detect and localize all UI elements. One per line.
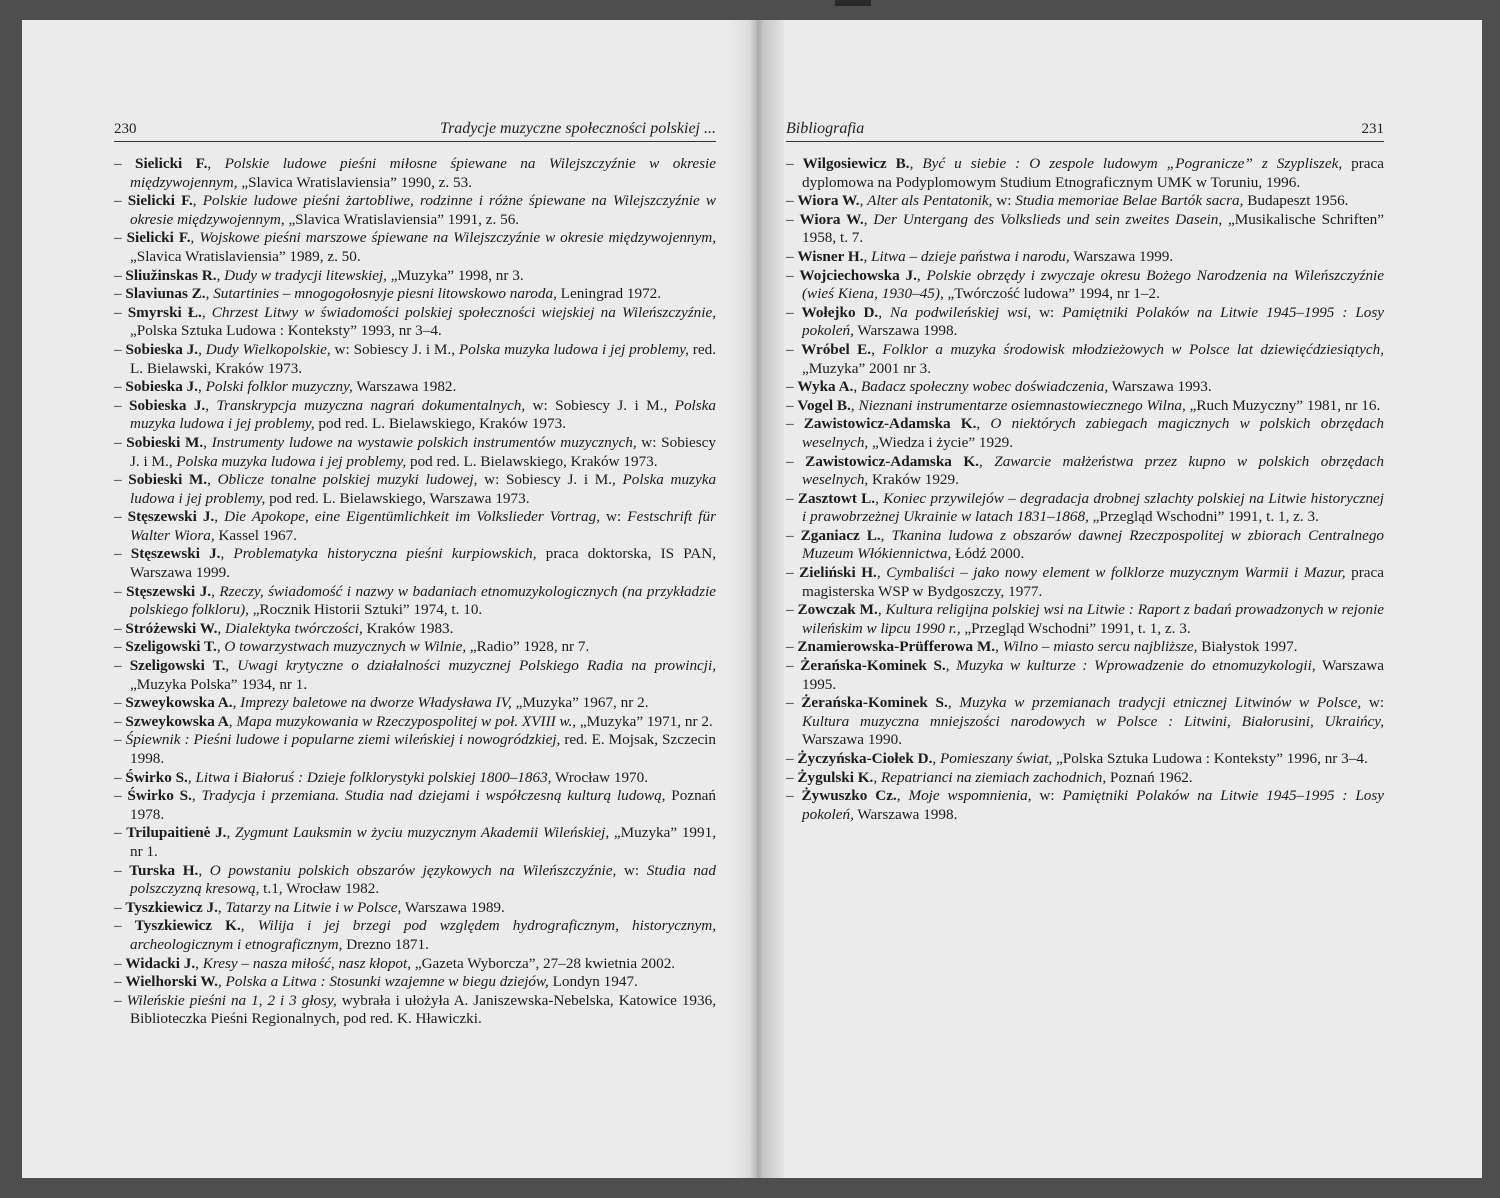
entry-details: „Slavica Wratislaviensia” 1991, z. 56. xyxy=(284,210,520,228)
entry-author: Szeligowski T. xyxy=(125,638,217,656)
entry-dash: – xyxy=(114,898,126,916)
left-page-header xyxy=(114,119,716,142)
entry-title: O niektórych zabiegach magicznych w polskich obrzędach weselnych, xyxy=(802,415,1384,451)
entry-author: Sobieska J. xyxy=(129,396,206,414)
entry-author: Widacki J. xyxy=(125,954,196,972)
entry-details: „Muzyka” 1971, nr 2. xyxy=(576,712,713,730)
bibliography-entry: – Zawistowicz-Adamska K., O niektórych zabiegach magicznych w polskich obrzędach weselnych, „Wiedza i życie” 1929. xyxy=(786,415,1384,451)
entry-title: Mapa muzykowania w Rzeczypospolitej w poł. XVIII w., xyxy=(236,712,577,730)
entry-author: Wielhorski W. xyxy=(125,973,218,991)
bibliography-entry: – Wyka A., Badacz społeczny wobec doświadczenia, Warszawa 1993. xyxy=(786,378,1212,396)
bibliography-entry: – Wilgosiewicz B., Być u siebie : O zespole ludowym „Pogranicze” z Szypliszek, praca dyplomowa na Podyplomowym Studium Etnograficznym UMK w Toruniu, 1996. xyxy=(786,155,1384,191)
bibliography-entry: – Slaviunas Z., Sutartinies – mnogogołosnyje piesni litowskowo naroda, Leningrad 1972. xyxy=(114,285,662,303)
entry-title: Polska muzyka ludowa i jej problemy, xyxy=(176,452,407,470)
entry-dash: – xyxy=(114,861,130,879)
entry-dash: – xyxy=(114,396,130,414)
entry-author: Żerańska-Kominek S. xyxy=(800,657,946,675)
entry-title: Imprezy baletowe na dworze Władysława IV, xyxy=(240,694,512,712)
entry-details: Warszawa 1998. xyxy=(853,805,958,823)
entry-title: Dudy w tradycji litewskiej, xyxy=(224,266,387,284)
entry-title: Dialektyka twórczości, xyxy=(224,619,363,637)
entry-title: Studia memoriae Belae Bartók sacra, xyxy=(1015,192,1244,210)
entry-details: „Musikalische Schriften” 1958, t. 7. xyxy=(802,210,1384,247)
entry-details: Kraków 1983. xyxy=(362,619,454,637)
entry-title: Polskie obrzędy i zwyczaje okresu Bożego Narodzenia na Wileńszczyźnie (wieś Kiena, 1930–45), xyxy=(802,266,1384,303)
bibliography-entry: – Wiora W., Der Untergang des Volkslieds und sein zweites Dasein, „Musikalische Schriften” 1958, t. 7. xyxy=(786,210,1384,247)
entry-details: „Slavica Wratislaviensia” 1990, z. 53. xyxy=(237,173,473,191)
bibliography-entry: – Wielhorski W., Polska a Litwa : Stosunki wzajemne w biegu dziejów, Londyn 1947. xyxy=(114,973,638,991)
entry-details: red. L. Bielawski, Kraków 1973. xyxy=(130,340,716,377)
entry-author: Zawistowicz-Adamska K. xyxy=(803,415,977,433)
entry-details: Budapeszt 1956. xyxy=(1243,192,1349,210)
entry-dash: – xyxy=(114,768,126,786)
entry-author: Sobieski M. xyxy=(128,471,208,489)
entry-author: Wyka A. xyxy=(797,378,854,396)
bibliography-entry: – Szweykowska A., Imprezy baletowe na dworze Władysława IV, „Muzyka” 1967, nr 2. xyxy=(114,694,649,712)
right-page-header xyxy=(786,119,1384,142)
entry-title: Sutartinies – mnogogołosnyje piesni litowskowo naroda, xyxy=(213,285,557,303)
entry-dash: – xyxy=(114,192,128,210)
entry-dash: – xyxy=(786,396,798,414)
entry-details: w: xyxy=(616,861,647,879)
entry-author: Wiora W. xyxy=(799,210,864,228)
entry-details: w: xyxy=(1031,303,1063,321)
entry-dash: – xyxy=(114,155,136,172)
entry-details: Warszawa 1990. xyxy=(802,731,902,749)
entry-author: Sielicki F. xyxy=(127,192,193,210)
entry-dash: – xyxy=(786,489,798,507)
entry-dash: – xyxy=(114,433,127,451)
entry-details: Wrocław 1970. xyxy=(551,768,649,786)
bibliography-entry: – Tyszkiewicz K., Wilija i jej brzegi pod względem hydrograficznym, historycznym, archeologicznym i etnograficznym, Drezno 1871. xyxy=(114,917,716,953)
bibliography-entry: – Żerańska-Kominek S., Muzyka w kulturze : Wprowadzenie do etnomuzykologii, Warszawa 1995. xyxy=(786,657,1385,693)
entry-dash: – xyxy=(786,210,800,228)
bibliography-entry: – Widacki J., Kresy – nasza miłość, nasz kłopot, „Gazeta Wyborcza”, 27–28 kwietnia 2002. xyxy=(114,954,676,972)
entry-title: Muzyka w kulturze : Wprowadzenie do etnomuzykologii, xyxy=(956,657,1316,675)
entry-details: „Muzyka” 1967, nr 2. xyxy=(511,694,649,712)
bibliography-entry: – Zawistowicz-Adamska K., Zawarcie małżeństwa przez kupno w polskich obrzędach weselnych, Kraków 1929. xyxy=(786,452,1385,489)
entry-author: Szweykowska A. xyxy=(125,694,233,712)
entry-title: Transkrypcja muzyczna nagrań dokumentalnych, xyxy=(216,396,526,414)
entry-author: Życzyńska-Ciołek D. xyxy=(797,750,933,767)
right-page-number: 231 xyxy=(1361,121,1384,137)
bibliography-entry: – Wiora W., Alter als Pentatonik, w: Studia memoriae Belae Bartók sacra, Budapeszt 1956. xyxy=(786,192,1349,210)
bibliography-entry: – Sliužinskas R., Dudy w tradycji litewskiej, „Muzyka” 1998, nr 3. xyxy=(114,266,524,284)
bibliography-entry: – Sobieska J., Polski folklor muzyczny, Warszawa 1982. xyxy=(114,378,457,396)
bibliography-entry: – Świrko S., Litwa i Białoruś : Dzieje folklorystyki polskiej 1800–1863, Wrocław 1970. xyxy=(114,768,649,786)
entry-details: wybrała i ułożyła A. Janiszewska-Nebelska, Katowice 1936, Biblioteczka Pieśni Regionalnych, pod red. K. Hławiczki. xyxy=(130,991,717,1028)
entry-author: Tyszkiewicz K. xyxy=(134,917,241,935)
entry-dash: – xyxy=(114,991,127,1009)
entry-author: Szeligowski T. xyxy=(129,657,226,675)
entry-author: Znamierowska-Prüfferowa M. xyxy=(797,638,996,656)
entry-title: Koniec przywilejów – degradacja drobnej szlachty polskiej na Litwie historycznej i prawobrzeżnej Ukrainie w latach 1831–1868, xyxy=(802,489,1385,526)
entry-author: Szweykowska A xyxy=(125,712,229,730)
bibliography-entry: – Zganiacz L., Tkanina ludowa z obszarów dawnej Rzeczpospolitej w zbiorach Centralnego Muzeum Włókiennictwa, Łódź 2000. xyxy=(786,526,1385,563)
bibliography-entry: – Wisner H., Litwa – dzieje państwa i narodu, Warszawa 1999. xyxy=(786,247,1174,265)
entry-dash: – xyxy=(114,712,126,730)
left-page-number: 230 xyxy=(114,121,137,137)
bibliography-entry: – Wołejko D., Na podwileńskiej wsi, w: Pamiętniki Polaków na Litwie 1945–1995 : Losy pokoleń, Warszawa 1998. xyxy=(786,303,1385,340)
entry-title: Tradycja i przemiana. Studia nad dziejami i współczesną kulturą ludową, xyxy=(201,787,666,805)
entry-dash: – xyxy=(786,266,800,284)
entry-details: Warszawa 1989. xyxy=(401,898,505,916)
entry-dash: – xyxy=(114,340,126,358)
left-running-title: Tradycje muzyczne społeczności polskiej ... xyxy=(440,120,716,137)
entry-dash: – xyxy=(114,582,127,600)
bibliography-entry: – Sielicki F., Polskie ludowe pieśni miłosne śpiewane na Wilejszczyźnie w okresie międzywojennym, „Slavica Wratislaviensia” 1990, z. 53. xyxy=(114,155,717,191)
entry-dash: – xyxy=(114,731,126,749)
entry-details: „Ruch Muzyczny” 1981, nr 16. xyxy=(1185,396,1381,414)
bibliography-entry: – Zowczak M., Kultura religijna polskiej wsi na Litwie : Raport z badań prowadzonych w rejonie wileńskim w lipcu 1990 r., „Przegląd Wschodni” 1991, t. 1, z. 3. xyxy=(786,601,1385,637)
entry-author: Świrko S. xyxy=(127,787,192,805)
entry-details: „Muzyka” 1998, nr 3. xyxy=(386,266,524,284)
entry-title: Moje wspomnienia, xyxy=(908,787,1032,805)
entry-title: Polska muzyka ludowa i jej problemy, xyxy=(458,340,689,358)
entry-author: Stęszewski J. xyxy=(130,545,221,563)
entry-title: Kultura muzyczna mniejszości narodowych w Polsce : Litwini, Białorusini, Ukraińcy, xyxy=(802,712,1384,730)
entry-dash: – xyxy=(114,917,135,935)
entry-author: Vogel B. xyxy=(797,396,851,414)
bibliography-entry: – Świrko S., Tradycja i przemiana. Studia nad dziejami i współczesną kulturą ludową, Poznań 1978. xyxy=(114,787,716,823)
entry-author: Zasztowt L. xyxy=(797,489,876,507)
entry-details: Warszawa 1999. xyxy=(1069,247,1174,265)
bibliography-entry: – Stróżewski W., Dialektyka twórczości, Kraków 1983. xyxy=(114,619,454,637)
entry-dash: – xyxy=(114,303,128,321)
entry-details: praca doktorska, IS PAN, Warszawa 1999. xyxy=(130,545,717,582)
entry-details: w: Sobiescy J. i M., xyxy=(525,396,675,414)
entry-dash: – xyxy=(114,545,131,563)
entry-title: Śpiewnik : Pieśni ludowe i popularne ziemi wileńskiej i nowogródzkiej, xyxy=(125,731,561,749)
entry-details: „Rocznik Historii Sztuki” 1974, t. 10. xyxy=(248,601,483,619)
bibliography-entry: – Sielicki F., Polskie ludowe pieśni żartobliwe, rodzinne i różne śpiewane na Wilejszczyźnie w okresie międzywojennym, „Slavica Wratislaviensia” 1991, z. 56. xyxy=(114,192,717,228)
entry-details: „Polska Sztuka Ludowa : Konteksty” 1996, nr 3–4. xyxy=(1052,750,1368,767)
bibliography-entry: – Tyszkiewicz J., Tatarzy na Litwie i w Polsce, Warszawa 1989. xyxy=(114,898,505,916)
bibliography-entry: – Żygulski K., Repatrianci na ziemiach zachodnich, Poznań 1962. xyxy=(786,768,1193,786)
entry-dash: – xyxy=(786,694,802,712)
entry-author: Wilgosiewicz B. xyxy=(802,155,910,172)
entry-details: „Przegląd Wschodni” 1991, t. 1, z. 3. xyxy=(1088,508,1319,526)
bibliography-entry: – Turska H., O powstaniu polskich obszarów językowych na Wileńszczyźnie, w: Studia nad polszczyzną kresową, t.1, Wrocław 1982. xyxy=(114,861,716,898)
entry-dash: – xyxy=(114,229,127,247)
bibliography-entry: – Sobieska J., Dudy Wielkopolskie, w: Sobiescy J. i M., Polska muzyka ludowa i jej problemy, red. L. Bielawski, Kraków 1973. xyxy=(114,340,716,377)
entry-details: w: xyxy=(992,192,1016,210)
entry-dash: – xyxy=(786,601,798,619)
entry-details: Kraków 1929. xyxy=(868,471,959,489)
entry-author: Zawistowicz-Adamska K. xyxy=(805,452,979,470)
entry-details: Warszawa 1993. xyxy=(1108,378,1212,396)
entry-dash: – xyxy=(786,526,801,544)
entry-title: Festschrift für Walter Wiora, xyxy=(130,508,717,544)
entry-dash: – xyxy=(114,973,126,991)
entry-title: Polska muzyka ludowa i jej problemy, xyxy=(130,471,717,507)
entry-author: Żerańska-Kominek S. xyxy=(801,694,948,712)
entry-author: Sobieska J. xyxy=(125,340,199,358)
entry-author: Zowczak M. xyxy=(797,601,878,619)
bibliography-entry: – Żerańska-Kominek S., Muzyka w przemianach tradycji etnicznej Litwinów w Polsce, w: Kultura muzyczna mniejszości narodowych w Polsce : Litwini, Białorusini, Ukraińcy, Warszawa 1990. xyxy=(786,694,1385,749)
entry-details: Warszawa 1982. xyxy=(352,378,457,396)
entry-dash: – xyxy=(114,508,128,526)
entry-title: Pomieszany świat, xyxy=(940,750,1053,767)
bibliography-entry: – Zasztowt L., Koniec przywilejów – degradacja drobnej szlachty polskiej na Litwie historycznej i prawobrzeżnej Ukrainie w latach 1831–1868, „Przegląd Wschodni” 1991, t. 1, z. 3. xyxy=(786,489,1385,526)
entry-title: Na podwileńskiej wsi, xyxy=(889,303,1032,321)
bibliography-entry: – Żywuszko Cz., Moje wspomnienia, w: Pamiętniki Polaków na Litwie 1945–1995 : Losy pokoleń, Warszawa 1998. xyxy=(786,787,1385,823)
bibliography-entry: – Znamierowska-Prüfferowa M., Wilno – miasto sercu najbliższe, Białystok 1997. xyxy=(786,638,1298,656)
entry-details: „Polska Sztuka Ludowa : Konteksty” 1993, nr 3–4. xyxy=(130,322,442,340)
entry-title: Polskie ludowe pieśni miłosne śpiewane na Wilejszczyźnie w okresie międzywojennym, xyxy=(130,155,717,191)
entry-dash: – xyxy=(786,452,806,470)
entry-title: Wilno – miasto sercu najbliższe, xyxy=(1002,638,1198,656)
scanner-edge-mark xyxy=(835,0,871,6)
entry-details: w: Sobiescy J. i M., xyxy=(130,433,717,470)
entry-author: Sielicki F. xyxy=(126,229,191,247)
entry-dash: – xyxy=(786,247,798,265)
entry-title: Kresy – nasza miłość, nasz kłopot, xyxy=(202,954,412,972)
entry-title: Folklor a muzyka środowisk młodzieżowych w Polsce lat dziewięćdziesiątych, xyxy=(882,340,1384,358)
book-gutter xyxy=(730,20,784,1178)
entry-author: Slaviunas Z. xyxy=(125,285,206,303)
entry-title: Nieznani instrumentarze osiemnastowiecznego Wilna, xyxy=(858,396,1186,414)
entry-title: Badacz społeczny wobec doświadczenia, xyxy=(860,378,1109,396)
entry-title: Cymbaliści – jako nowy element w folklorze muzycznym Warmii i Mazur, xyxy=(886,564,1346,582)
entry-title: Być u siebie : O zespole ludowym „Pogranicze” z Szypliszek, xyxy=(922,155,1343,172)
entry-author: Wojciechowska J. xyxy=(799,266,917,284)
entry-details: „Slavica Wratislaviensia” 1989, z. 50. xyxy=(130,247,361,265)
bibliography-entry: – Zieliński H., Cymbaliści – jako nowy element w folklorze muzycznym Warmii i Mazur, praca magisterska WSP w Bydgoszczy, 1977. xyxy=(786,564,1385,600)
entry-dash: – xyxy=(786,787,802,805)
entry-title: Chrzest Litwy w świadomości polskiej społeczności wiejskiej na Wileńszczyźnie, xyxy=(211,303,717,321)
entry-dash: – xyxy=(114,266,126,284)
entry-author: Smyrski Ł. xyxy=(127,303,202,321)
bibliography-entry: – Sielicki F., Wojskowe pieśni marszowe śpiewane na Wilejszczyźnie w okresie międzywojennym, „Slavica Wratislaviensia” 1989, z. 50. xyxy=(114,229,717,265)
bibliography-entry: – Szweykowska A, Mapa muzykowania w Rzeczypospolitej w poł. XVIII w., „Muzyka” 1971, nr 2. xyxy=(114,712,713,730)
entry-title: Wojskowe pieśni marszowe śpiewane na Wilejszczyźnie w okresie międzywojennym, xyxy=(199,229,717,247)
entry-author: Sielicki F. xyxy=(135,155,208,172)
bibliography-entry: – Życzyńska-Ciołek D., Pomieszany świat, „Polska Sztuka Ludowa : Konteksty” 1996, nr 3–4. xyxy=(786,750,1368,767)
bibliography-entry: – Stęszewski J., Rzeczy, świadomość i nazwy w badaniach etnomuzykologicznych (na przykładzie polskiego folkloru), „Rocznik Historii Sztuki” 1974, t. 10. xyxy=(114,582,717,619)
entry-author: Sobieski M. xyxy=(126,433,204,451)
entry-dash: – xyxy=(114,378,126,396)
entry-author: Świrko S. xyxy=(125,768,188,786)
entry-details: Warszawa 1995. xyxy=(802,657,1385,693)
entry-title: Polskie ludowe pieśni żartobliwe, rodzinne i różne śpiewane na Wilejszczyźnie w okresie międzywojennym, xyxy=(130,192,717,228)
entry-dash: – xyxy=(786,378,798,396)
entry-details: t.1, Wrocław 1982. xyxy=(259,880,380,898)
entry-dash: – xyxy=(114,619,126,637)
right-bibliography-list xyxy=(786,155,1384,824)
entry-dash: – xyxy=(786,750,798,767)
entry-dash: – xyxy=(786,340,802,358)
bibliography-entry: – Trilupaitienė J., Zygmunt Lauksmin w życiu muzycznym Akademii Wileńskiej, „Muzyka” 1991, nr 1. xyxy=(114,824,717,860)
entry-dash: – xyxy=(114,694,126,712)
entry-title: Polska a Litwa : Stosunki wzajemne w biegu dziejów, xyxy=(225,973,549,991)
entry-details: w: xyxy=(1361,694,1385,712)
entry-details: red. E. Mojsak, Szczecin 1998. xyxy=(130,731,717,767)
entry-dash: – xyxy=(786,303,802,321)
entry-dash: – xyxy=(114,657,130,675)
entry-author: Wróbel E. xyxy=(801,340,872,358)
entry-details: „Muzyka Polska” 1934, nr 1. xyxy=(130,675,308,693)
bibliography-entry: – Sobieski M., Oblicze tonalne polskiej muzyki ludowej, w: Sobiescy J. i M., Polska muzyka ludowa i jej problemy, pod red. L. Bielawskiego, Warszawa 1973. xyxy=(114,471,717,507)
entry-dash: – xyxy=(114,787,128,805)
bibliography-entry xyxy=(114,992,716,1029)
entry-author: Żygulski K. xyxy=(797,768,874,786)
bibliography-entry: – Wróbel E., Folklor a muzyka środowisk młodzieżowych w Polsce lat dziewięćdziesiątych, „Muzyka” 2001 nr 3. xyxy=(786,340,1384,377)
left-page xyxy=(114,20,716,1178)
entry-title: Die Apokope, eine Eigentümlichkeit im Volkslieder Vortrag, xyxy=(224,508,601,526)
entry-title: Litwa – dzieje państwa i narodu, xyxy=(871,247,1070,265)
entry-title: Problematyka historyczna pieśni kurpiowskich, xyxy=(233,545,537,563)
entry-details: „Wiedza i życie” 1929. xyxy=(868,433,1014,451)
entry-details: praca dyplomowa na Podyplomowym Studium Etnograficznym UMK w Toruniu, 1996. xyxy=(802,155,1384,191)
entry-dash: – xyxy=(786,155,803,172)
entry-title: Tatarzy na Litwie i w Polsce, xyxy=(225,898,402,916)
bibliography-entry: – Vogel B., Nieznani instrumentarze osiemnastowiecznego Wilna, „Ruch Muzyczny” 1981, nr 16. xyxy=(786,396,1381,414)
entry-details: pod red. L. Bielawskiego, Kraków 1973. xyxy=(314,415,567,433)
entry-title: Wileńskie pieśni na 1, 2 i 3 głosy, xyxy=(126,991,337,1009)
entry-title: Polska muzyka ludowa i jej problemy, xyxy=(130,396,717,433)
entry-details: w: Sobiescy J. i M., xyxy=(477,471,623,489)
entry-author: Trilupaitienė J. xyxy=(126,824,227,842)
entry-details: praca magisterska WSP w Bydgoszczy, 1977. xyxy=(802,564,1385,600)
entry-dash: – xyxy=(114,954,126,972)
entry-details: Białystok 1997. xyxy=(1197,638,1298,656)
entry-details: „Radio” 1928, nr 7. xyxy=(466,638,590,656)
bibliography-entry: – Stęszewski J., Problematyka historyczna pieśni kurpiowskich, praca doktorska, IS PAN, Warszawa 1999. xyxy=(114,545,717,582)
bibliography-entry: – Wojciechowska J., Polskie obrzędy i zwyczaje okresu Bożego Narodzenia na Wileńszczyźnie (wieś Kiena, 1930–45), „Twórczość ludowa” 1994, nr 1–2. xyxy=(786,266,1384,303)
entry-title: Instrumenty ludowe na wystawie polskich instrumentów muzycznych, xyxy=(211,433,637,451)
right-page xyxy=(786,20,1384,1178)
bibliography-entry: – Smyrski Ł., Chrzest Litwy w świadomości polskiej społeczności wiejskiej na Wileńszczyźnie, „Polska Sztuka Ludowa : Konteksty” 1993, nr 3–4. xyxy=(114,303,717,340)
entry-author: Zganiacz L. xyxy=(800,526,881,544)
entry-dash: – xyxy=(786,657,801,675)
entry-details: w: Sobiescy J. i M., xyxy=(330,340,459,358)
entry-details: Londyn 1947. xyxy=(548,973,638,991)
entry-dash: – xyxy=(114,285,126,303)
entry-author: Sliužinskas R. xyxy=(125,266,217,284)
bibliography-entry: – Sobieska J., Transkrypcja muzyczna nagrań dokumentalnych, w: Sobiescy J. i M., Polska muzyka ludowa i jej problemy, pod red. L. Bielawskiego, Kraków 1973. xyxy=(114,396,717,433)
entry-details: „Przegląd Wschodni” 1991, t. 1, z. 3. xyxy=(960,619,1191,637)
entry-dash: – xyxy=(114,824,127,842)
entry-details: Łódź 2000. xyxy=(951,545,1025,563)
left-bibliography-list xyxy=(114,155,716,1029)
entry-title: Oblicze tonalne polskiej muzyki ludowej, xyxy=(217,471,478,489)
entry-title: Uwagi krytyczne o działalności muzycznej Polskiego Radia na prowincji, xyxy=(237,657,717,675)
entry-dash: – xyxy=(786,192,798,210)
entry-details: pod red. L. Bielawskiego, Kraków 1973. xyxy=(406,452,658,470)
entry-title: Rzeczy, świadomość i nazwy w badaniach etnomuzykologicznych (na przykładzie polskiego folkloru), xyxy=(130,582,717,619)
entry-title: Kultura religijna polskiej wsi na Litwie : Raport z badań prowadzonych w rejonie wileńskim w lipcu 1990 r., xyxy=(802,601,1385,637)
entry-dash: – xyxy=(786,415,804,433)
entry-title: Studia nad polszczyzną kresową, xyxy=(130,861,716,898)
entry-author: Stróżewski W. xyxy=(125,619,218,637)
entry-details: pod red. L. Bielawskiego, Warszawa 1973. xyxy=(265,489,530,507)
entry-title: Wilija i jej brzegi pod względem hydrograficznym, historycznym, archeologicznym i etnograficznym, xyxy=(130,917,716,953)
entry-dash: – xyxy=(786,768,798,786)
entry-details: „Muzyka” 1991, nr 1. xyxy=(130,824,717,860)
entry-title: Dudy Wielkopolskie, xyxy=(205,340,331,358)
entry-author: Żywuszko Cz. xyxy=(801,787,897,805)
entry-title: Zygmunt Lauksmin w życiu muzycznym Akademii Wileńskiej, xyxy=(234,824,610,842)
entry-title: Zawarcie małżeństwa przez kupno w polskich obrzędach weselnych, xyxy=(802,452,1385,489)
entry-title: Repatrianci na ziemiach zachodnich, xyxy=(880,768,1107,786)
book-spread xyxy=(22,20,1482,1178)
entry-title: Pamiętniki Polaków na Litwie 1945–1995 : Losy pokoleń, xyxy=(802,787,1385,823)
entry-author: Stęszewski J. xyxy=(127,508,215,526)
bibliography-entry: – Stęszewski J., Die Apokope, eine Eigentümlichkeit im Volkslieder Vortrag, w: Festschrift für Walter Wiora, Kassel 1967. xyxy=(114,508,717,544)
entry-details: „Twórczość ludowa” 1994, nr 1–2. xyxy=(943,285,1160,303)
entry-author: Zieliński H. xyxy=(799,564,877,582)
entry-author: Wołejko D. xyxy=(801,303,879,321)
bibliography-entry: – Szeligowski T., O towarzystwach muzycznych w Wilnie, „Radio” 1928, nr 7. xyxy=(114,638,590,656)
entry-title: Polski folklor muzyczny, xyxy=(205,378,353,396)
entry-details: „Gazeta Wyborcza”, 27–28 kwietnia 2002. xyxy=(411,954,676,972)
entry-dash: – xyxy=(114,638,126,656)
entry-author: Tyszkiewicz J. xyxy=(125,898,218,916)
entry-details: Poznań 1978. xyxy=(130,787,716,823)
entry-title: Der Untergang des Volkslieds und sein zweites Dasein, xyxy=(873,210,1223,228)
entry-details: Warszawa 1998. xyxy=(853,322,958,340)
entry-title: Pamiętniki Polaków na Litwie 1945–1995 : Losy pokoleń, xyxy=(802,303,1385,340)
entry-details: Leningrad 1972. xyxy=(556,285,662,303)
entry-details: Drezno 1871. xyxy=(342,935,429,953)
bibliography-entry: – Sobieski M., Instrumenty ludowe na wystawie polskich instrumentów muzycznych, w: Sobiescy J. i M., Polska muzyka ludowa i jej problemy, pod red. L. Bielawskiego, Kraków 1973. xyxy=(114,433,717,470)
entry-author: Wiora W. xyxy=(797,192,860,210)
entry-author: Stęszewski J. xyxy=(126,582,212,600)
entry-title: Alter als Pentatonik, xyxy=(867,192,993,210)
entry-author: Turska H. xyxy=(129,861,199,879)
bibliography-entry: – Szeligowski T., Uwagi krytyczne o działalności muzycznej Polskiego Radia na prowincji, „Muzyka Polska” 1934, nr 1. xyxy=(114,657,717,693)
entry-title: Tkanina ludowa z obszarów dawnej Rzeczpospolitej w zbiorach Centralnego Muzeum Włókiennictwa, xyxy=(802,526,1385,563)
entry-title: O powstaniu polskich obszarów językowych na Wileńszczyźnie, xyxy=(209,861,617,879)
entry-dash: – xyxy=(786,564,800,582)
entry-dash: – xyxy=(786,638,798,656)
entry-author: Wisner H. xyxy=(797,247,864,265)
entry-title: O towarzystwach muzycznych w Wilnie, xyxy=(224,638,467,656)
entry-details: Poznań 1962. xyxy=(1106,768,1193,786)
entry-details: w: xyxy=(1031,787,1063,805)
right-running-title: Bibliografia xyxy=(786,120,865,137)
entry-dash: – xyxy=(114,471,129,489)
bibliography-entry xyxy=(114,731,716,768)
entry-details: w: xyxy=(600,508,628,526)
entry-title: Muzyka w przemianach tradycji etnicznej Litwinów w Polsce, xyxy=(959,694,1362,712)
entry-details: Kassel 1967. xyxy=(214,526,297,544)
entry-author: Sobieska J. xyxy=(125,378,198,396)
entry-details: „Muzyka” 2001 nr 3. xyxy=(802,359,932,377)
entry-title: Litwa i Białoruś : Dzieje folklorystyki polskiej 1800–1863, xyxy=(195,768,552,786)
